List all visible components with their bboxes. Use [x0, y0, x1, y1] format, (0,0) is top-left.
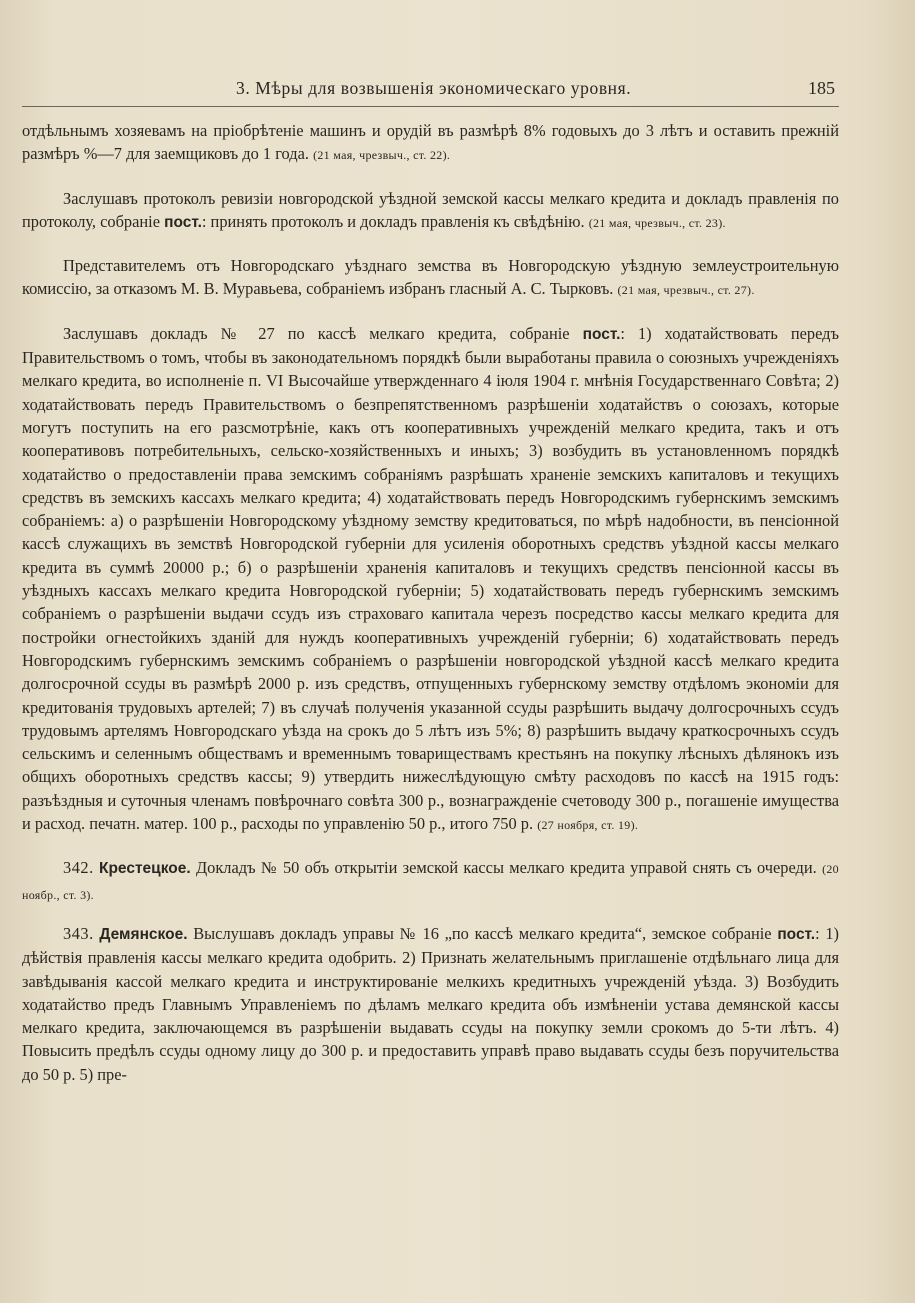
running-head [22, 74, 839, 107]
running-head-title: 3. Мѣры для возвышенія экономическаго уровня. [236, 78, 632, 98]
paragraph-report-27 [22, 322, 839, 838]
paragraph-text: Заслушавъ докладъ № 27 по кассѣ мелкаго кредита, собраніе [63, 323, 570, 343]
citation: (21 мая, чрезвыч., ст. 22). [313, 148, 451, 163]
paragraph-land-commission [22, 254, 839, 303]
section-heading: Демянское. [99, 925, 188, 943]
paragraph-text: отдѣльнымъ хозяевамъ на пріобрѣтеніе машинъ и орудій въ размѣрѣ 8% годовыхъ до 3 лѣтъ и оставить прежній размѣръ %—7 для заемщиковъ до 1 года. [22, 121, 839, 164]
paragraph-text: : 1) ходатайствовать передъ Правительствомъ о томъ, чтобы въ законодательномъ порядкѣ были выработаны правила о союзныхъ учрежденіяхъ мелкаго кредита, во исполненіе п. VI Высочайше утвержденнаго 4 іюля 1904 г. мнѣнія Государственнаго Совѣта; 2) ходатайствовать передъ Правительствомъ о безпрепятственномъ разрѣшеніи ходатайствъ о союзахъ, которые могутъ поступить на его разсмотрѣніе, какъ отъ кооперативныхъ учрежденій мелкаго кредита, такъ и отъ кооперативовъ потребительныхъ, сельско-хозяйственныхъ и иныхъ; 3) возбудить въ установленномъ порядкѣ ходатайство о предоставленіи права земскимъ собраніямъ разрѣшать храненіе земскихъ капиталовъ и текущихъ средствъ въ земскихъ кассахъ мелкаго кредита; 4) ходатайствовать передъ Новгородскимъ губернскимъ земскимъ собраніемъ: а) о разрѣшеніи Новгородскому уѣздному земству кредитоваться, по мѣрѣ надобности, въ пенсіонной кассѣ служащихъ въ земствѣ Новгородской губерніи для усиленія оборотныхъ средствъ уѣздной кассы мелкаго кредита въ суммѣ 20000 р.; б) о разрѣшеніи храненія капиталовъ и текущихъ средствъ пенсіонной кассы въ уѣздныхъ кассахъ мелкаго кредита Новгородской губерніи; 5) ходатайствовать передъ губернскимъ земскимъ собраніемъ о разрѣшеніи выдачи ссудъ изъ страховаго капитала черезъ посредство кассы мелкаго кредита для постройки огнестойкихъ зданій для нуждъ кооперативныхъ учрежденій губерніи; 6) ходатайствовать передъ Новгородскимъ губернскимъ земскимъ собраніемъ о разрѣшеніи новгородской уѣздной кассѣ мелкаго кредита долгосрочной ссуды въ размѣрѣ 2000 р. изъ средствъ, отпущенныхъ губернскому земству отдѣломъ экономіи для кредитованія трудовыхъ артелей; 7) въ случаѣ полученія указанной ссуды разрѣшить выдачу долгосрочныхъ ссудъ трудовымъ артелямъ Новгородскаго уѣзда на срокъ до 5 лѣтъ изъ 5%; 8) разрѣшить выдачу краткосрочныхъ ссудъ сельскимъ и селеннымъ обществамъ и временнымъ товариществамъ крестьянъ на покупку лѣсныхъ дѣлянокъ изъ общихъ оборотныхъ средствъ кассы; 9) утвердить нижеслѣдующую смѣту расходовъ по кассѣ на 1915 годъ: разъѣздныя и суточныя членамъ повѣрочнаго совѣта 300 р., вознагражденіе счетоводу 300 р., погашеніе имущества и расход. печатн. матер. 100 р., расходы по управленію 50 р., итого 750 р. [22, 323, 839, 834]
paragraph-text: : 1) дѣйствія правленія кассы мелкаго кредита одобрить. 2) Признать желательнымъ приглашеніе отдѣльнаго лица для завѣдыванія кассой мелкаго кредита и инструктированіе мелкихъ кредитныхъ учрежденій уѣзда. 3) Возбудить ходатайство предъ Главнымъ Управленіемъ по дѣламъ мелкаго кредита объ измѣненіи устава демянской кассы мелкаго кредита, заключающемся въ разрѣшеніи выдавать ссуды на покупку земли срокомъ до 5-ти лѣтъ. 4) Повысить предѣлъ ссуды одному лицу до 300 р. и предоставить управѣ право выдавать ссуды безъ поручительства до 50 р. 5) пре- [22, 923, 840, 1084]
resolution-marker: пост. [777, 925, 816, 943]
resolution-marker: пост. [164, 213, 202, 231]
paragraph-text: Заслушавъ протоколъ ревизіи новгородской уѣздной земской кассы мелкаго кредита и докладъ правленія по протоколу, собраніе [22, 188, 839, 231]
section-number: 343. [63, 923, 94, 943]
paragraph-text: Представителемъ отъ Новгородскаго уѣзднаго земства въ Новгородскую уѣздную землеустроительную комиссію, за отказомъ М. В. Муравьева, собраніемъ избранъ гласный А. С. Тырковъ. [22, 256, 839, 299]
citation: (21 мая, чрезвыч., ст. 27). [617, 283, 755, 298]
page-number: 185 [808, 78, 835, 98]
paragraph-text: Докладъ № 50 объ открытіи земской кассы мелкаго кредита управой снять съ очереди. [195, 858, 817, 878]
section-343-demyanskoe [22, 922, 839, 1086]
paragraph-text: : принять протоколъ и докладъ правленія къ свѣдѣнію. [201, 211, 585, 231]
paragraph-continuation [22, 119, 839, 168]
citation: (20 ноябр., ст. 3). [22, 862, 839, 902]
section-heading: Крестецкое. [98, 860, 191, 878]
resolution-marker: пост. [582, 325, 621, 343]
paragraph-protocol-revision [22, 187, 839, 236]
citation: (21 мая, чрезвыч., ст. 23). [588, 215, 726, 230]
citation: (27 ноября, ст. 19). [537, 818, 639, 833]
section-342-krestetskoe [22, 856, 839, 907]
section-number: 342. [63, 858, 94, 878]
paragraph-text: Выслушавъ докладъ управы № 16 „по кассѣ мелкаго кредита“, земское собраніе [193, 923, 772, 943]
